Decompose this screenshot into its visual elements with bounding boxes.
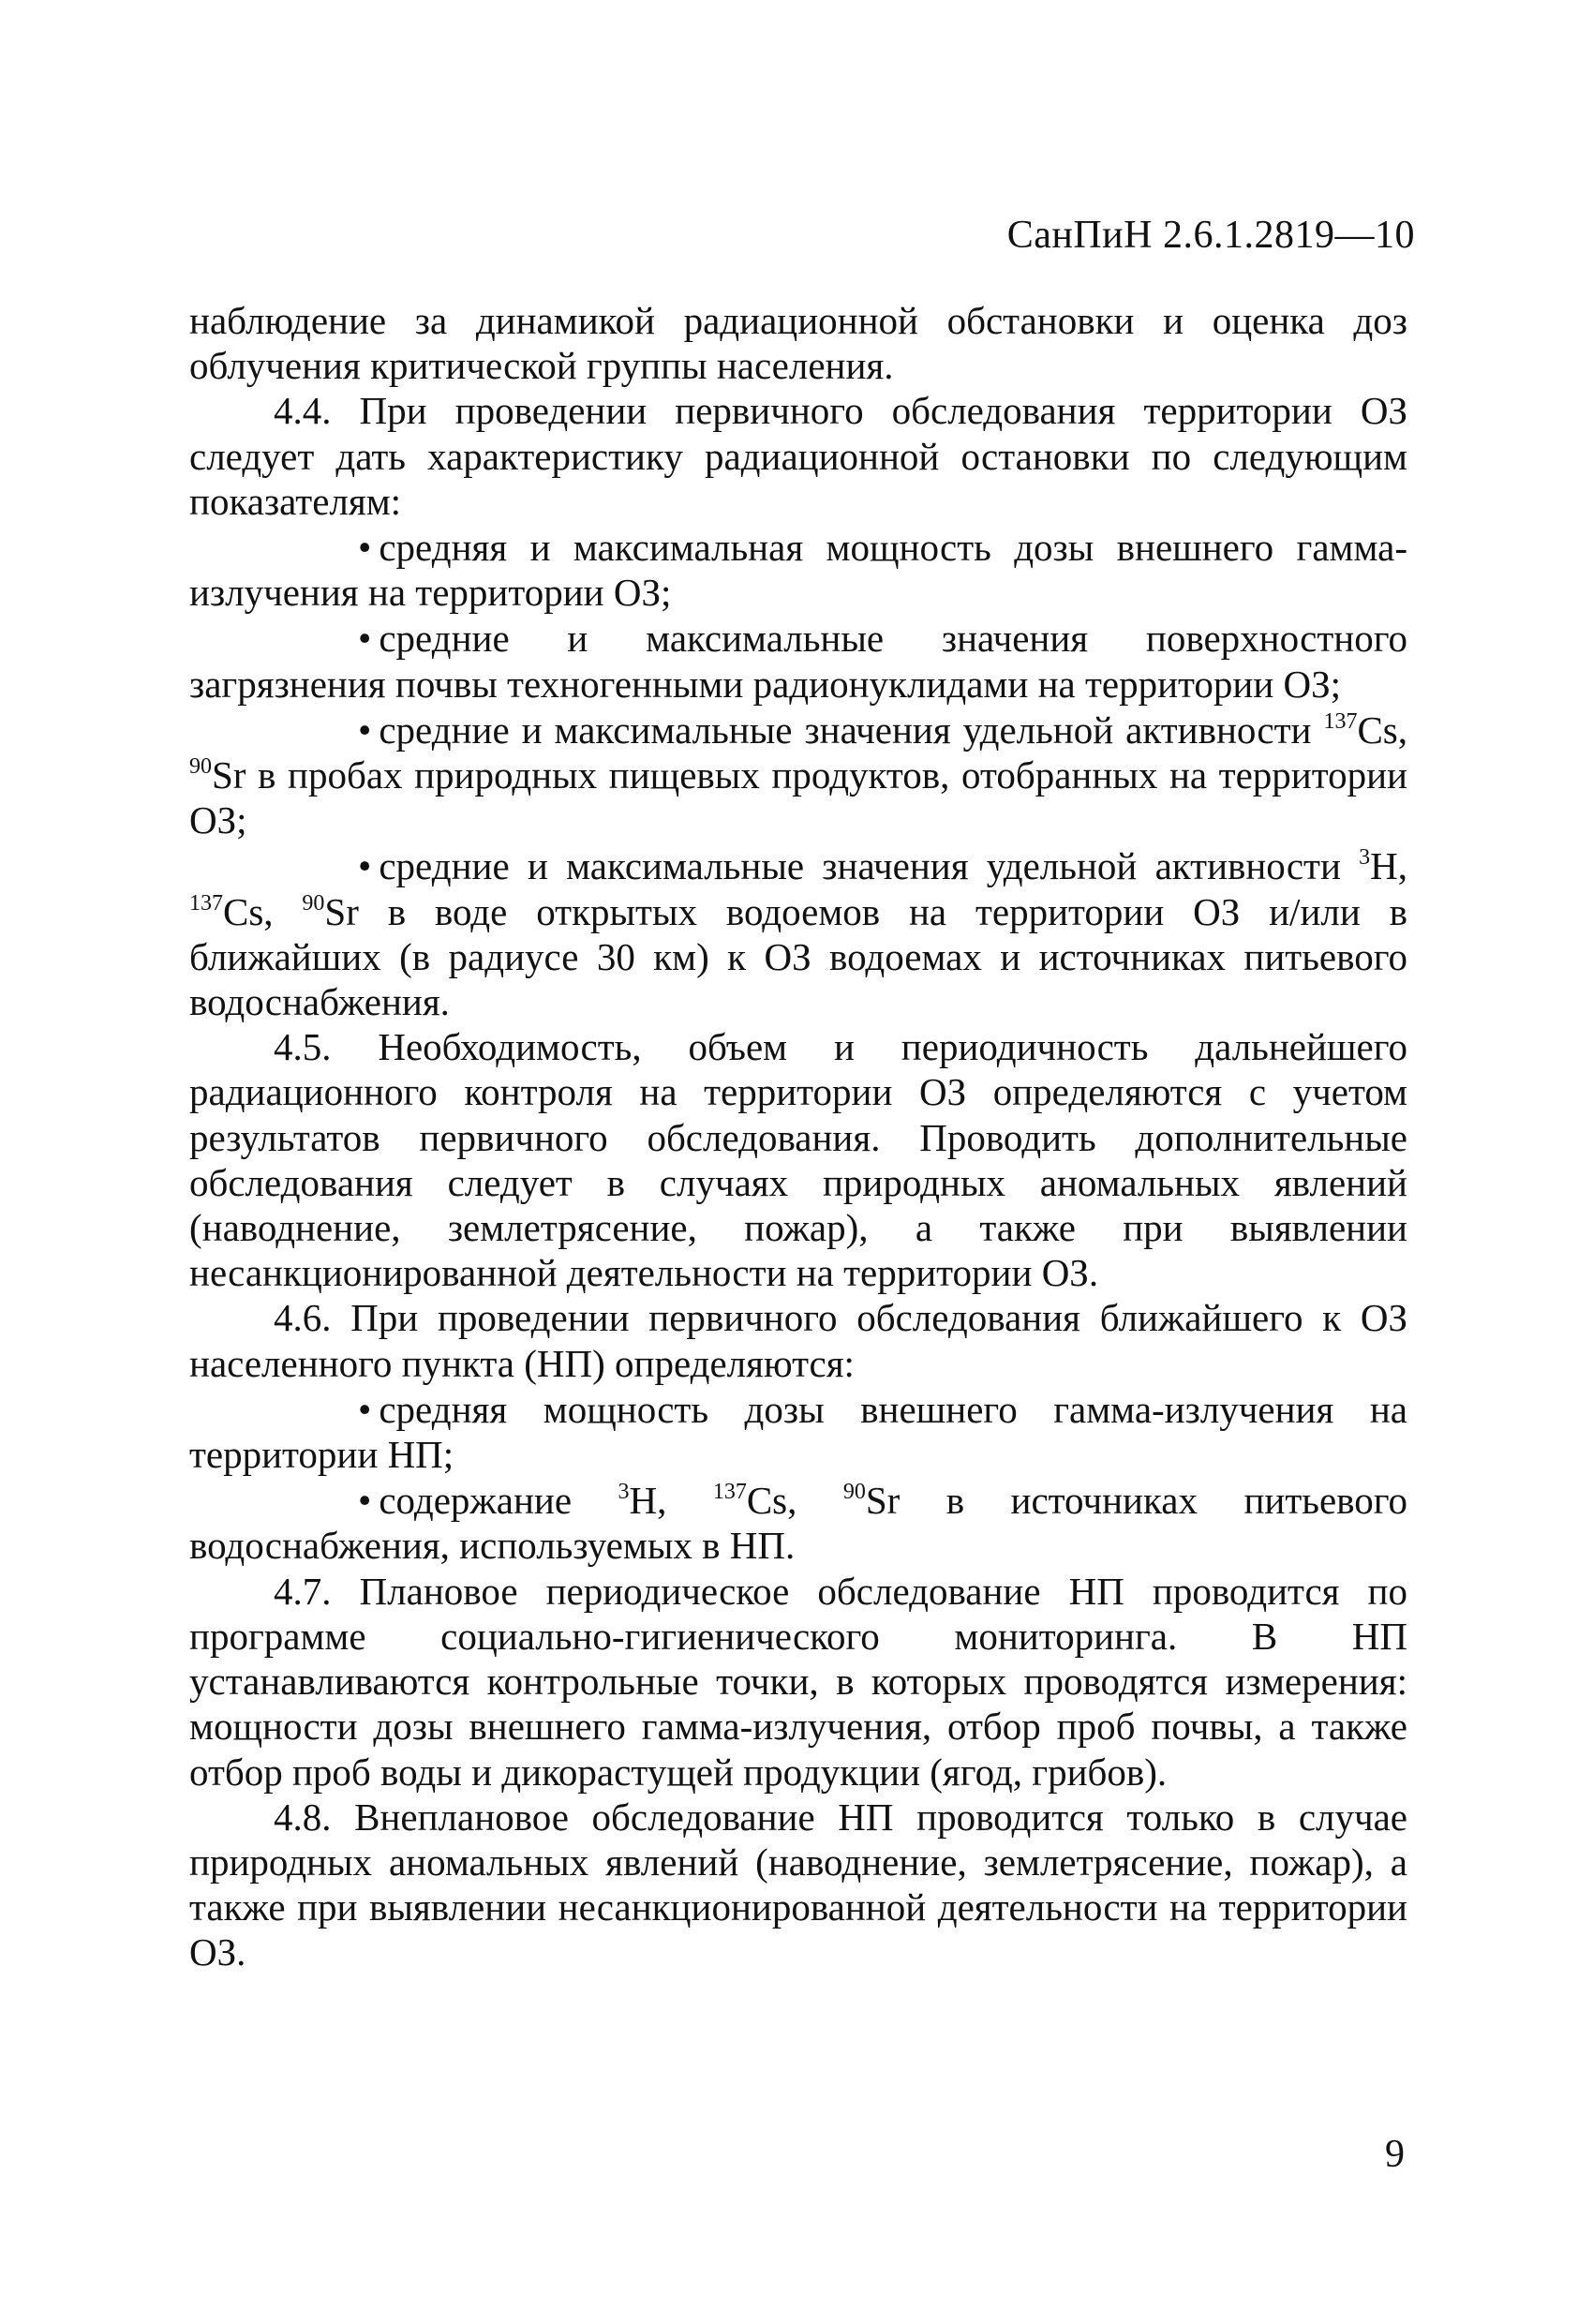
paragraph-4-4: 4.4. При проведении первичного обследования территории ОЗ следует дать характеристику радиационной остановки по следующим показателям: (189, 389, 1407, 523)
bullet-item-4-text: H, (1370, 844, 1407, 888)
bullet-icon: • (358, 844, 372, 888)
bullet-item-5 (189, 1387, 1407, 1477)
paragraph-continuation: наблюдение за динамикой радиационной обстановки и оценка доз облучения критической группы населения. (189, 299, 1407, 388)
bullet-icon: • (358, 708, 372, 752)
isotope-mass-number: 137 (1323, 708, 1358, 734)
bullet-item-1 (189, 525, 1407, 615)
document-code-header: СанПиН 2.6.1.2819—10 (1006, 214, 1415, 257)
bullet-item-6-text: Sr в источниках питьевого водоснабжения, используемых в НП. (189, 1479, 1408, 1568)
isotope-mass-number: 3 (1359, 845, 1371, 871)
document-body (189, 298, 1407, 1975)
bullet-item-2 (189, 616, 1407, 706)
bullet-item-3-text: Sr в пробах природных пищевых продуктов, отобранных на территории ОЗ; (189, 753, 1407, 842)
bullet-item-2-text: средние и максимальные значения поверхностного загрязнения почвы техногенными радионуклидами на территории ОЗ; (189, 617, 1407, 706)
bullet-icon: • (358, 1387, 372, 1431)
bullet-icon: • (358, 526, 372, 570)
bullet-item-4-text: средние и максимальные значения удельной активности (379, 844, 1360, 888)
paragraph-4-6: 4.6. При проведении первичного обследования ближайшего к ОЗ населенного пункта (НП) определяются: (189, 1296, 1407, 1385)
page-number: 9 (1385, 2133, 1405, 2176)
bullet-item-1-text: средняя и максимальная мощность дозы внешнего гамма-излучения на территории ОЗ; (189, 526, 1407, 615)
bullet-item-4-text: Cs, (223, 889, 303, 933)
bullet-item-4 (189, 843, 1407, 1024)
bullet-item-3-text: Cs, (1357, 708, 1407, 752)
paragraph-4-8: 4.8. Внеплановое обследование НП проводится только в случае природных аномальных явлений (наводнение, землетрясение, пожар), а также при выявлении несанкционированной деятельности на территории ОЗ. (189, 1795, 1407, 1974)
bullet-item-4-text: Sr в воде открытых водоемов на территории ОЗ и/или в ближайших (в радиусе 30 км) к ОЗ водоемах и источниках питьевого водоснабжения. (189, 889, 1407, 1024)
isotope-mass-number: 90 (302, 890, 325, 916)
bullet-item-5-text: средняя мощность дозы внешнего гамма-излучения на территории НП; (189, 1387, 1407, 1477)
bullet-item-6 (189, 1478, 1407, 1568)
paragraph-4-7: 4.7. Плановое периодическое обследование НП проводится по программе социально-гигиенического мониторинга. В НП устанавливаются контрольные точки, в которых проводятся измерения: мощности дозы внешнего гамма-излучения, отбор проб почвы, а также отбор проб воды и дикорастущей продукции (ягод, грибов). (189, 1569, 1407, 1794)
isotope-mass-number: 3 (618, 1480, 630, 1505)
isotope-mass-number: 137 (189, 890, 223, 916)
isotope-mass-number: 90 (189, 754, 212, 780)
bullet-item-6-text: Cs, (746, 1479, 843, 1523)
bullet-item-3-text: средние и максимальные значения удельной активности (379, 708, 1324, 752)
isotope-mass-number: 137 (712, 1480, 747, 1505)
bullet-icon: • (358, 617, 372, 661)
isotope-mass-number: 90 (842, 1480, 866, 1505)
bullet-item-6-text: H, (629, 1479, 713, 1523)
bullet-item-3 (189, 708, 1407, 843)
bullet-item-6-text: содержание (379, 1479, 618, 1523)
paragraph-4-5: 4.5. Необходимость, объем и периодичность дальнейшего радиационного контроля на территории ОЗ определяются с учетом результатов первичного обследования. Проводить дополнительные обследования следует в случаях природных аномальных явлений (наводнение, землетрясение, пожар), а также при выявлении несанкционированной деятельности на территории ОЗ. (189, 1025, 1407, 1295)
bullet-icon: • (358, 1479, 372, 1523)
